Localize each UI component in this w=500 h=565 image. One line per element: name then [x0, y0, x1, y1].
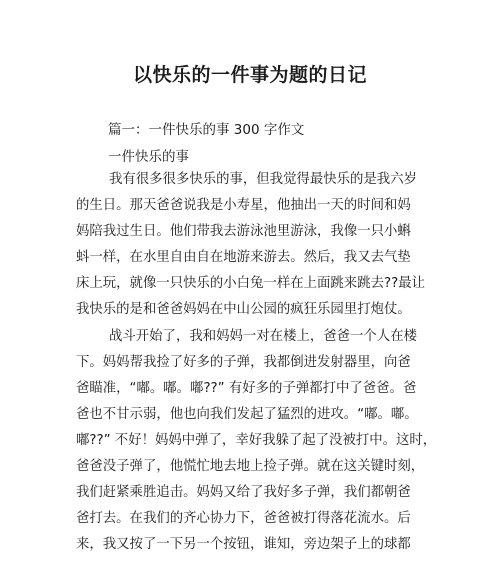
body-line: 我们赶紧乘胜追击。妈妈又给了我好多子弹，我们都朝爸 — [76, 485, 411, 501]
body-line: 床上玩，就像一只快乐的小白兔一样在上面跳来跳去??最让 — [76, 276, 425, 292]
essay-body — [76, 167, 438, 558]
body-line: 妈陪我过生日。他们带我去游泳池里游泳，我像一只小蝌 — [76, 224, 411, 240]
document-title: 以快乐的一件事为题的日记 — [132, 64, 367, 86]
body-line: 爸也不甘示弱，他也向我们发起了猛烈的进攻。“嘟。嘟。 — [76, 406, 418, 422]
section-heading: 篇一：一件快乐的事 300 字作文 — [108, 122, 305, 138]
body-line: 下。妈妈帮我捡了好多的子弹，我都倒进发射器里，向爸 — [76, 354, 411, 370]
body-line: 嘟??” 不好！妈妈中弹了，幸好我躲了起了没被打中。这时， — [76, 432, 437, 448]
body-line: 爸爸没子弹了，他慌忙地去地上捡子弹。就在这关键时刻， — [76, 459, 425, 475]
body-line: 爸瞄准，“嘟。嘟。嘟??” 有好多的子弹都打中了爸爸。爸 — [76, 380, 417, 396]
body-line: 的生日。那天爸爸说我是小寿星，他抽出一天的时间和妈 — [76, 198, 411, 214]
body-line: 我快乐的是和爸爸妈妈在中山公园的疯狂乐园里打炮仗。 — [76, 302, 411, 318]
body-line: 战斗开始了，我和妈妈一对在楼上，爸爸一个人在楼 — [109, 328, 417, 344]
body-line: 爸打去。在我们的齐心协力下，爸爸被打得落花流水。后 — [76, 511, 411, 527]
essay-title: 一件快乐的事 — [108, 149, 189, 165]
body-line: 我有很多很多快乐的事，但我觉得最快乐的是我六岁 — [109, 172, 417, 187]
body-line: 来，我又按了一下另一个按钮，谁知，旁边架子上的球都 — [76, 537, 411, 553]
body-line: 蚪一样，在水里自由自在地游来游去。然后，我又去气垫 — [76, 250, 411, 266]
